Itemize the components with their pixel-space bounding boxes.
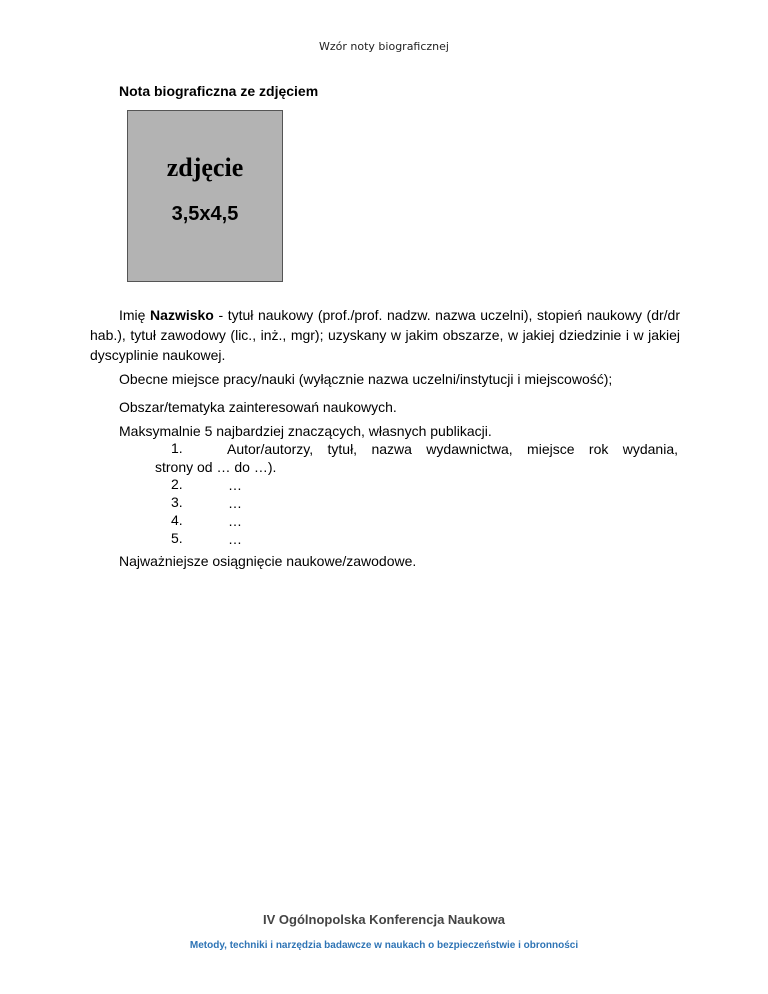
publication-item-text: … — [228, 477, 242, 493]
publications-heading: Maksymalnie 5 najbardziej znaczących, własnych publikacji. — [119, 423, 492, 439]
photo-placeholder-size: 3,5x4,5 — [171, 203, 239, 225]
publication-number: 4. — [171, 512, 183, 528]
publication-item-text-continued: strony od … do …). — [155, 459, 277, 475]
intro-lead: Imię — [119, 307, 151, 323]
publication-item-text: … — [228, 495, 242, 511]
photo-placeholder-word: zdjęcie — [166, 153, 244, 182]
publication-item-text: Autor/autorzy, tytuł, nazwa wydawnictwa, miejsce rok wydania, — [227, 441, 678, 457]
intro-surname: Nazwisko — [150, 307, 214, 323]
intro-paragraph — [90, 305, 680, 365]
intro-rest: - tytuł naukowy (prof./prof. nadzw. nazwa uczelni), stopień naukowy (dr/dr hab.), tytuł zawodowy (lic., inż., mgr); uzyskany w jakim obszarze, w jakiej dziedzinie i w jakiej dyscyplinie naukowej. — [90, 307, 680, 363]
publication-number: 5. — [171, 530, 183, 546]
workplace-paragraph: Obecne miejsce pracy/nauki (wyłącznie nazwa uczelni/instytucji i miejscowość); — [119, 371, 613, 387]
running-header: Wzór noty biograficznej — [319, 40, 449, 53]
photo-placeholder — [127, 110, 283, 282]
publication-item-text: … — [228, 531, 242, 547]
achievement-paragraph: Najważniejsze osiągnięcie naukowe/zawodowe. — [119, 553, 417, 569]
publication-item-text: … — [228, 513, 242, 529]
publication-number: 3. — [171, 494, 183, 510]
publication-number: 1. — [171, 440, 183, 456]
footer-conference-subtitle: Metody, techniki i narzędzia badawcze w naukach o bezpieczeństwie i obronności — [189, 940, 579, 951]
footer-conference-title: IV Ogólnopolska Konferencja Naukowa — [263, 912, 505, 927]
section-title: Nota biograficzna ze zdjęciem — [119, 83, 319, 99]
interests-paragraph: Obszar/tematyka zainteresowań naukowych. — [119, 399, 397, 415]
publication-number: 2. — [171, 476, 183, 492]
